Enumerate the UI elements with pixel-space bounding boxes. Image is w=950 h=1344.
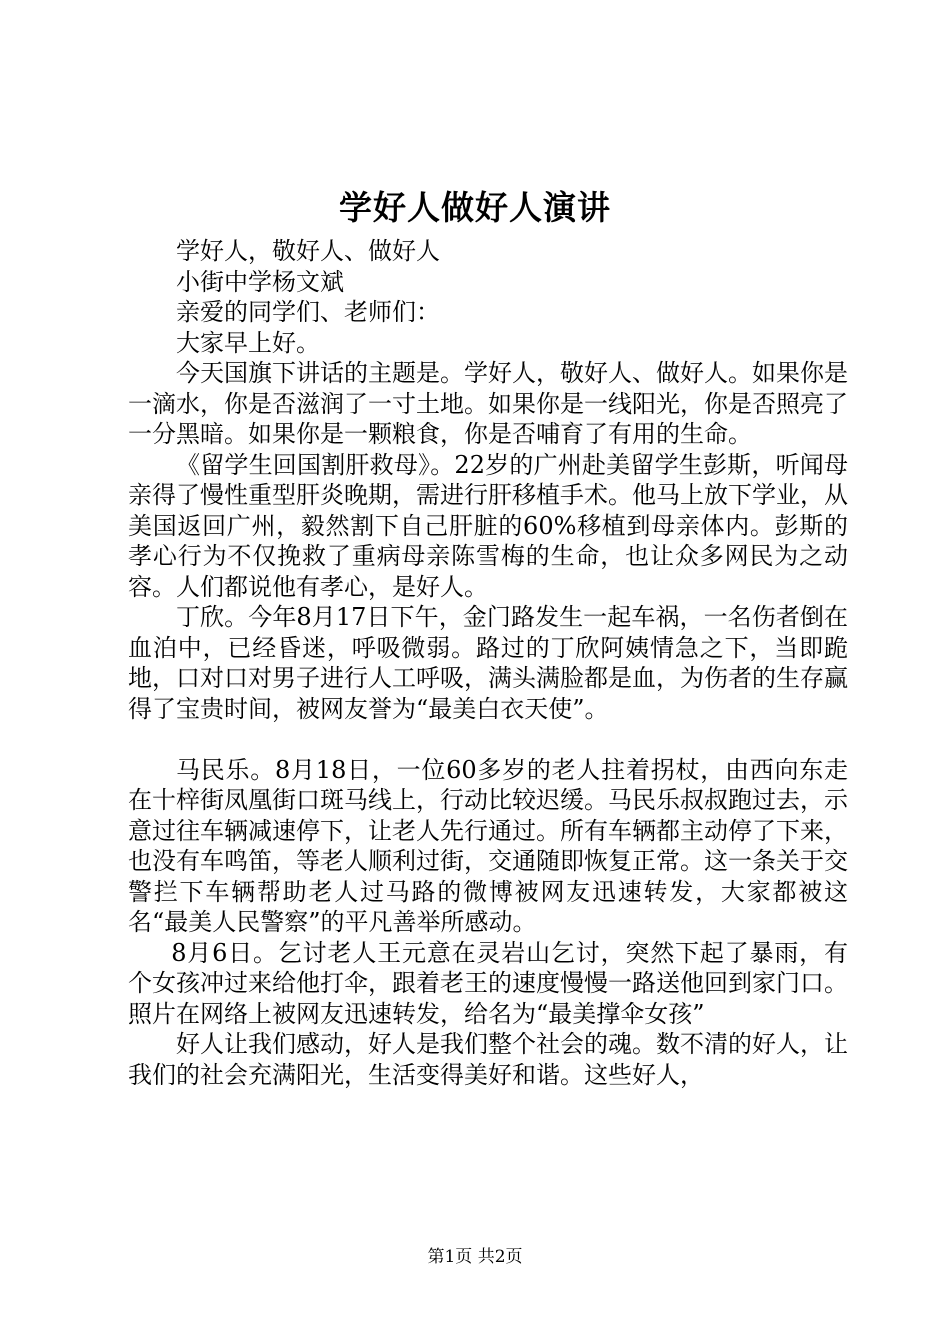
paragraph-story-umbrella: 8月6日。乞讨老人王元意在灵岩山乞讨，突然下起了暴雨，有个女孩冲过来给他打伞，跟着老王的速度慢慢一路送他回到家门口。照片在网络上被网友迅速转发，给名为“最美撑伞女孩” bbox=[128, 938, 848, 1028]
paragraph-subtitle: 学好人，敬好人、做好人 bbox=[176, 237, 440, 265]
paragraph-intro: 今天国旗下讲话的主题是。学好人，敬好人、做好人。如果你是一滴水，你是否滋润了一寸土地。如果你是一线阳光，你是否照亮了一分黑暗。如果你是一颗粮食，你是否哺育了有用的生命。 bbox=[128, 359, 848, 448]
paragraph-story-dingxin: 丁欣。今年8月17日下午，金门路发生一起车祸，一名伤者倒在血泊中，已经昏迷，呼吸微弱。路过的丁欣阿姨情急之下，当即跪地，口对口对男子进行人工呼吸，满头满脸都是血，为伤者的生存赢得了宝贵时间，被网友誉为“最美白衣天使”。 bbox=[128, 603, 848, 723]
paragraph-greeting: 大家早上好。 bbox=[176, 328, 320, 357]
document-title: 学好人做好人演讲 bbox=[339, 188, 611, 227]
document-body bbox=[128, 236, 848, 1090]
paragraph-author: 小街中学杨文斌 bbox=[176, 267, 344, 296]
paragraph-conclusion: 好人让我们感动，好人是我们整个社会的魂。数不清的好人，让我们的社会充满阳光，生活变得美好和谐。这些好人， bbox=[128, 1030, 848, 1089]
page-footer: 第1页 共2页 bbox=[427, 1247, 523, 1267]
paragraph-story-maminle: 马民乐。8月18日，一位60多岁的老人拄着拐杖，由西向东走在十梓街凤凰街口斑马线上，行动比较迟缓。马民乐叔叔跑过去，示意过往车辆减速停下，让老人先行通过。所有车辆都主动停了下来，也没有车鸣笛，等老人顺利过街，交通随即恢复正常。这一条关于交警拦下车辆帮助老人过马路的微博被网友迅速转发，大家都被这名“最美人民警察”的平凡善举所感动。 bbox=[128, 755, 848, 936]
paragraph-salutation: 亲爱的同学们、老师们： bbox=[176, 298, 440, 326]
paragraph-story-pengsi: 《留学生回国割肝救母》。22岁的广州赴美留学生彭斯，听闻母亲得了慢性重型肝炎晚期，需进行肝移植手术。他马上放下学业，从美国返回广州，毅然割下自己肝脏的60%移植到母亲体内。彭斯的孝心行为不仅挽救了重病母亲陈雪梅的生命，也让众多网民为之动容。人们都说他有孝心，是好人。 bbox=[128, 450, 848, 601]
